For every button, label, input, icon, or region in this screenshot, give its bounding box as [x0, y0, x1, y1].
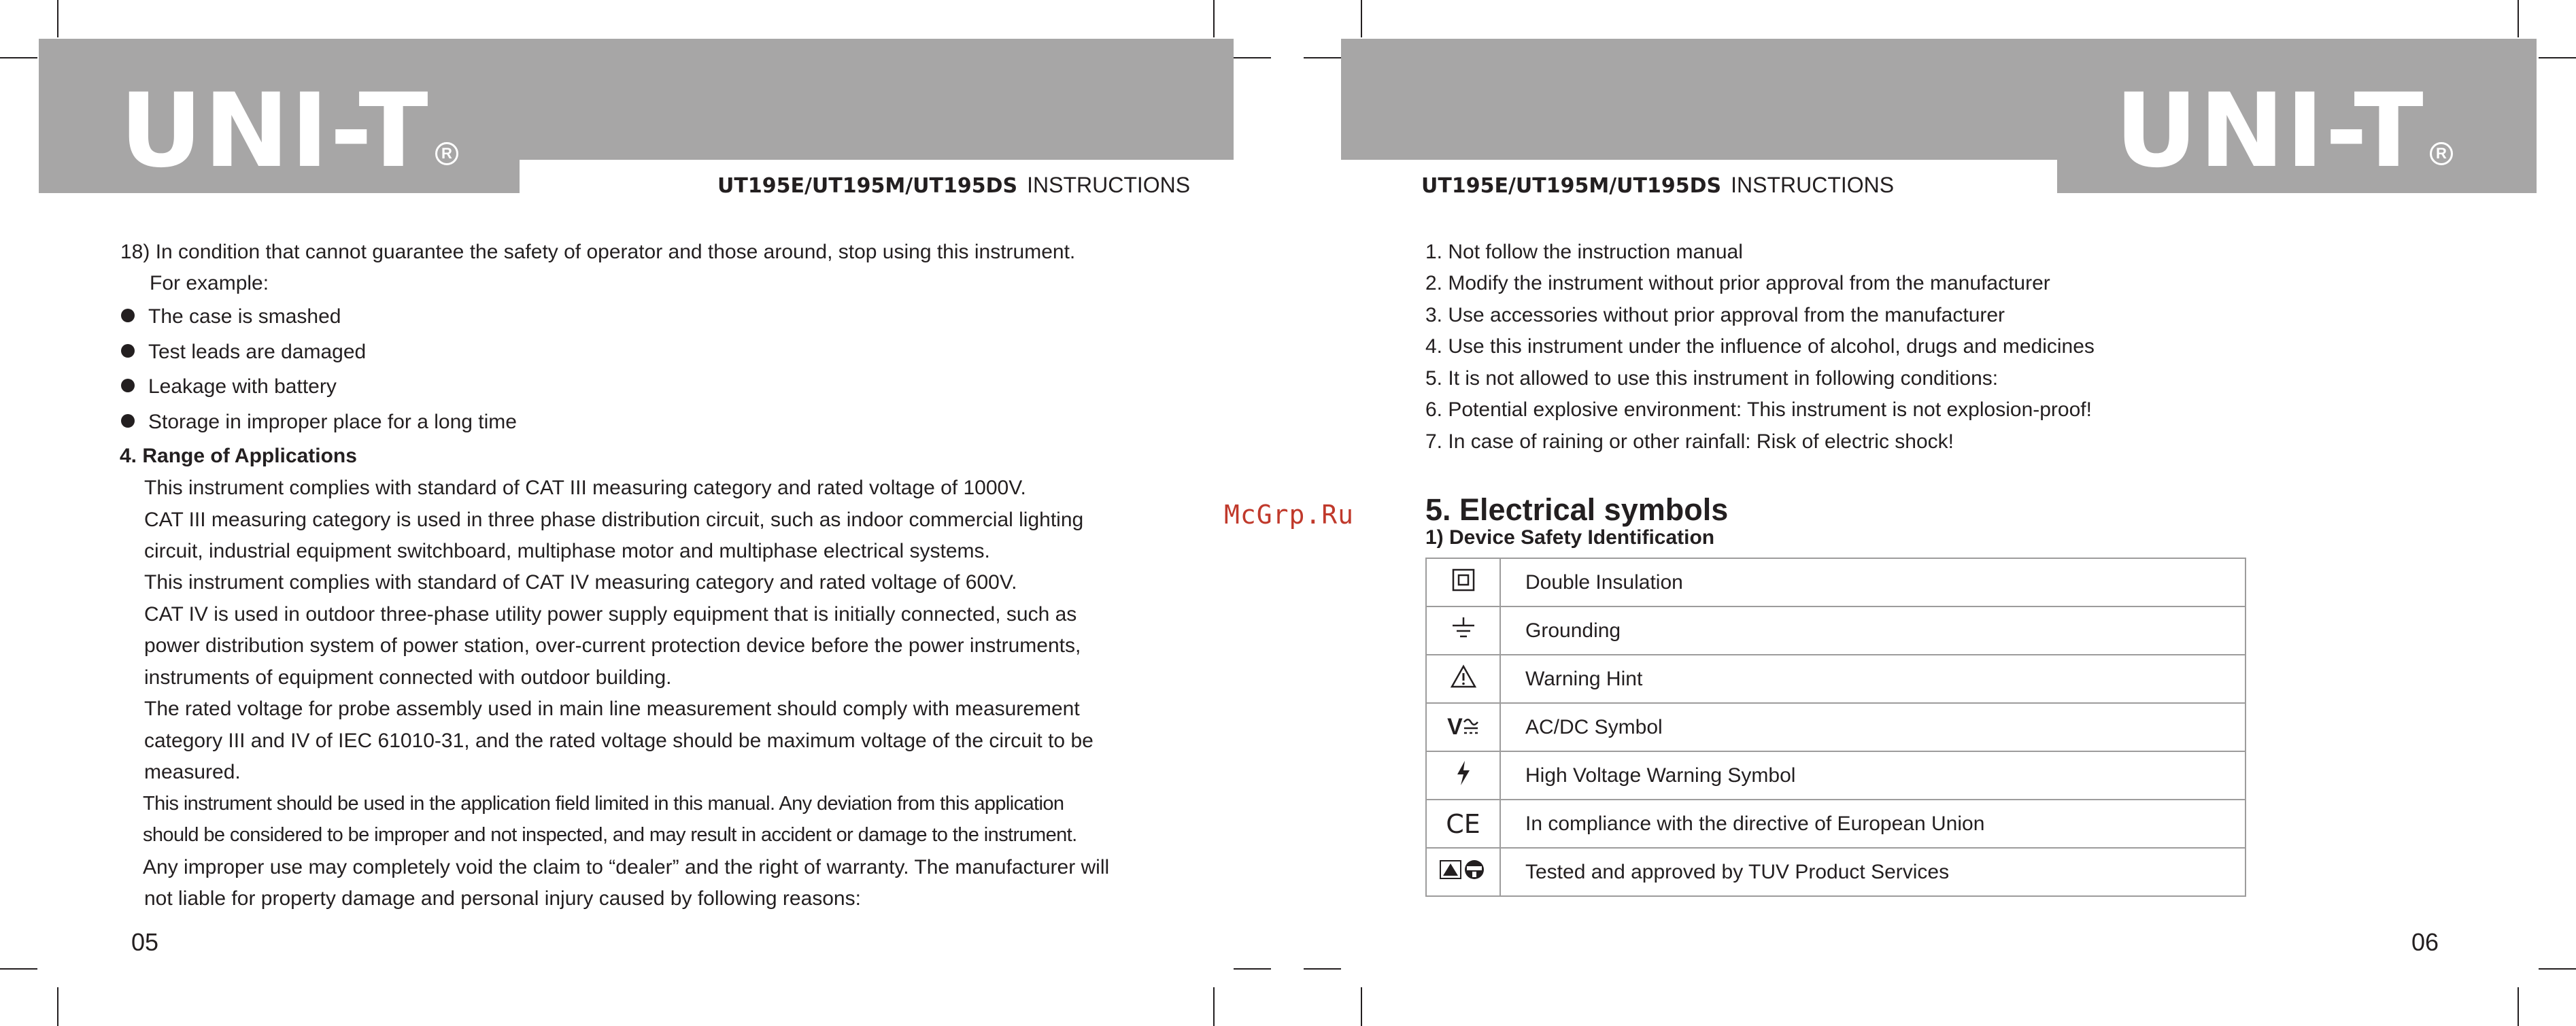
crop-mark	[57, 0, 58, 37]
reason-item: 3. Use accessories without prior approval from the manufacturer	[1425, 304, 2005, 326]
paragraph-line: not liable for property damage and personal injury caused by following reasons:	[144, 887, 861, 910]
section-5-heading: 5. Electrical symbols	[1425, 492, 1729, 527]
reason-item: 4. Use this instrument under the influence of alcohol, drugs and medicines	[1425, 335, 2095, 358]
registered-mark-icon: R	[435, 142, 458, 165]
brand-logo: UNI-T	[120, 72, 430, 190]
paragraph-line: The rated voltage for probe assembly used in main line measurement should comply with measurement	[144, 698, 1080, 720]
bullet-dot-icon	[121, 414, 135, 428]
crop-mark	[1304, 57, 1341, 58]
symbol-label: High Voltage Warning Symbol	[1500, 751, 2245, 800]
crop-mark	[1361, 0, 1362, 37]
bullet-dot-icon	[121, 309, 135, 322]
tuv-icon	[1439, 858, 1488, 881]
paragraph-line: instruments of equipment connected with outdoor building.	[144, 666, 672, 689]
crop-mark	[1213, 0, 1215, 37]
reason-item: 5. It is not allowed to use this instrument in following conditions:	[1425, 367, 1999, 390]
reason-item: 2. Modify the instrument without prior approval from the manufacturer	[1425, 272, 2050, 294]
ce-mark-icon: CE	[1446, 808, 1480, 839]
table-row	[1426, 751, 2245, 800]
reason-item: 7. In case of raining or other rainfall: Risk of electric shock!	[1425, 430, 1954, 453]
header-title-right	[1421, 173, 1894, 198]
header-title-left	[717, 173, 1190, 198]
symbol-label: AC/DC Symbol	[1500, 703, 2245, 751]
paragraph-line: CAT III measuring category is used in three phase distribution circuit, such as indoor commercial lighting	[144, 509, 1084, 531]
page-number-right: 06	[2411, 928, 2439, 956]
symbols-table	[1425, 558, 2246, 897]
crop-mark	[57, 987, 58, 1026]
brand-logo: UNI-T	[2115, 72, 2425, 190]
watermark-text: McGrp.Ru	[1224, 500, 1355, 530]
ac-dc-wave-icon	[1463, 718, 1479, 737]
symbol-label: Tested and approved by TUV Product Services	[1500, 848, 2245, 896]
model-name: UT195E/UT195M/UT195DS	[1421, 174, 1722, 198]
table-row	[1426, 606, 2245, 655]
double-insulation-icon	[1452, 568, 1475, 592]
paragraph-line: power distribution system of power station, over-current protection device before the power instruments,	[144, 634, 1081, 657]
ac-dc-icon-letter: V	[1447, 714, 1463, 740]
paragraph-line: should be considered to be improper and not inspected, and may result in accident or damage to the instrument.	[143, 824, 1077, 846]
paragraph-line: This instrument complies with standard of CAT IV measuring category and rated voltage of 600V.	[144, 571, 1017, 594]
paragraph-line: Any improper use may completely void the claim to “dealer” and the right of warranty. The manufacturer will	[143, 856, 1110, 878]
table-row	[1426, 558, 2245, 606]
table-row	[1426, 655, 2245, 703]
crop-mark	[2539, 57, 2576, 58]
paragraph-line: CAT IV is used in outdoor three-phase utility power supply equipment that is initially connected, such as	[144, 603, 1077, 626]
bullet-item: Test leads are damaged	[148, 341, 367, 363]
paragraph-line: This instrument complies with standard of CAT III measuring category and rated voltage of 1000V.	[144, 477, 1026, 499]
model-name: UT195E/UT195M/UT195DS	[717, 174, 1018, 198]
paragraph-line: measured.	[144, 761, 241, 783]
bullet-item: Storage in improper place for a long time	[148, 411, 517, 433]
crop-mark	[1234, 57, 1271, 58]
reason-item: 1. Not follow the instruction manual	[1425, 241, 1743, 263]
ac-dc-icon	[1447, 714, 1479, 740]
subsection-heading: 1) Device Safety Identification	[1425, 526, 1715, 549]
instructions-label: INSTRUCTIONS	[1027, 173, 1191, 197]
crop-mark	[2518, 987, 2519, 1026]
high-voltage-icon	[1453, 759, 1474, 787]
crop-mark	[2518, 0, 2519, 37]
registered-mark-icon: R	[2430, 142, 2453, 165]
crop-mark	[1361, 987, 1362, 1026]
bullet-dot-icon	[121, 379, 135, 392]
warning-icon	[1450, 664, 1477, 689]
symbol-label: Warning Hint	[1500, 655, 2245, 703]
section-4-heading: 4. Range of Applications	[120, 445, 357, 467]
symbol-label: In compliance with the directive of European Union	[1500, 800, 2245, 848]
bullet-item: The case is smashed	[148, 305, 341, 328]
symbol-label: Double Insulation	[1500, 558, 2245, 606]
table-row	[1426, 800, 2245, 848]
paragraph-line: category III and IV of IEC 61010-31, and the rated voltage should be maximum voltage of the circuit to be	[144, 730, 1094, 752]
table-row	[1426, 703, 2245, 751]
item-18: 18) In condition that cannot guarantee the safety of operator and those around, stop using this instrument.	[120, 241, 1076, 263]
bullet-dot-icon	[121, 344, 135, 358]
crop-mark	[0, 968, 37, 970]
crop-mark	[1213, 987, 1215, 1026]
grounding-icon	[1450, 616, 1477, 640]
page-number-left: 05	[131, 928, 159, 956]
crop-mark	[1304, 968, 1341, 970]
symbol-label: Grounding	[1500, 606, 2245, 655]
bullet-item: Leakage with battery	[148, 375, 337, 398]
paragraph-line: circuit, industrial equipment switchboard, multiphase motor and multiphase electrical systems.	[144, 540, 990, 562]
crop-mark	[2539, 968, 2576, 970]
paragraph-line: This instrument should be used in the application field limited in this manual. Any deviation from this application	[143, 793, 1064, 815]
instructions-label: INSTRUCTIONS	[1731, 173, 1895, 197]
reason-item: 6. Potential explosive environment: This instrument is not explosion-proof!	[1425, 398, 2092, 421]
crop-mark	[1234, 968, 1271, 970]
table-row	[1426, 848, 2245, 896]
for-example-label: For example:	[150, 272, 269, 294]
crop-mark	[0, 57, 37, 58]
